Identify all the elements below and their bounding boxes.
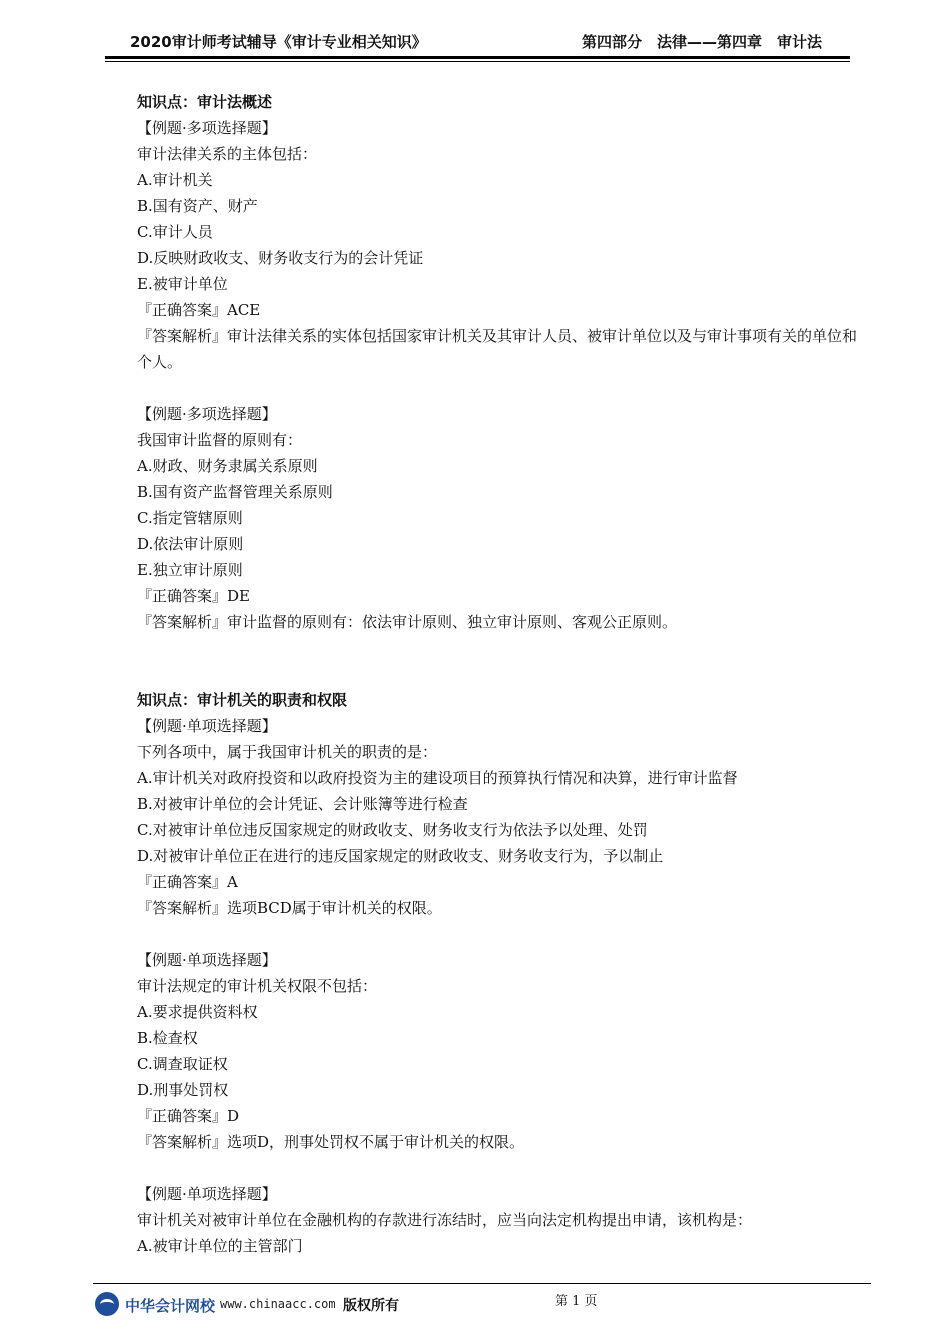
option: D.反映财政收支、财务收支行为的会计凭证: [137, 249, 424, 267]
option: D.对被审计单位正在进行的违反国家规定的财政收支、财务收支行为，予以制止: [137, 847, 664, 865]
document-body: [137, 89, 857, 1259]
question-block: [137, 1181, 857, 1259]
answer-analysis: 『答案解析』选项BCD属于审计机关的权限。: [137, 899, 442, 917]
correct-answer: 『正确答案』D: [137, 1107, 240, 1125]
section-heading: 知识点：审计机关的职责和权限: [137, 691, 348, 709]
question-stem: 审计法规定的审计机关权限不包括：: [137, 977, 378, 995]
question-type: 【例题·单项选择题】: [137, 717, 277, 735]
option: A.被审计单位的主管部门: [137, 1237, 303, 1255]
option: C.指定管辖原则: [137, 509, 243, 527]
answer-analysis: 『答案解析』审计法律关系的实体包括国家审计机关及其审计人员、被审计单位以及与审计事项有关的单位和个人。: [137, 327, 858, 371]
footer-copyright: 版权所有: [343, 1298, 399, 1314]
option: C.审计人员: [137, 223, 213, 241]
correct-answer: 『正确答案』DE: [137, 587, 250, 605]
header-rule-thin: [105, 61, 850, 62]
option: D.依法审计原则: [137, 535, 244, 553]
question-type: 【例题·单项选择题】: [137, 951, 277, 969]
question-block: [137, 947, 857, 1155]
question-stem: 我国审计监督的原则有：: [137, 431, 303, 449]
question-block: [137, 115, 857, 375]
option: A.审计机关: [137, 171, 213, 189]
option: D.刑事处罚权: [137, 1081, 229, 1099]
section-heading: 知识点：审计法概述: [137, 93, 273, 111]
question-type: 【例题·单项选择题】: [137, 1185, 277, 1203]
answer-analysis: 『答案解析』选项D，刑事处罚权不属于审计机关的权限。: [137, 1133, 525, 1151]
footer-site-url[interactable]: www.chinaacc.com: [220, 1297, 336, 1311]
answer-analysis: 『答案解析』审计监督的原则有：依法审计原则、独立审计原则、客观公正原则。: [137, 613, 678, 631]
question-stem: 审计机关对被审计单位在金融机构的存款进行冻结时，应当向法定机构提出申请，该机构是：: [137, 1211, 753, 1229]
question-block: [137, 713, 857, 921]
header-book-title: 2020审计师考试辅导《审计专业相关知识》: [130, 33, 427, 51]
option: C.对被审计单位违反国家规定的财政收支、财务收支行为依法予以处理、处罚: [137, 821, 648, 839]
correct-answer: 『正确答案』ACE: [137, 301, 261, 319]
header-rule-thick: [105, 56, 850, 59]
question-stem: 审计法律关系的主体包括：: [137, 145, 318, 163]
chinaacc-logo-icon: [95, 1292, 119, 1316]
correct-answer: 『正确答案』A: [137, 873, 238, 891]
header-chapter-title: 第四部分 法律——第四章 审计法: [581, 33, 822, 51]
option: B.对被审计单位的会计凭证、会计账簿等进行检查: [137, 795, 468, 813]
option: E.被审计单位: [137, 275, 228, 293]
option: A.要求提供资料权: [137, 1003, 258, 1021]
question-type: 【例题·多项选择题】: [137, 119, 277, 137]
page-number: 第 1 页: [555, 1294, 598, 1309]
question-stem: 下列各项中，属于我国审计机关的职责的是：: [137, 743, 438, 761]
footer-rule: [93, 1283, 871, 1284]
option: B.国有资产、财产: [137, 197, 258, 215]
option: B.国有资产监督管理关系原则: [137, 483, 333, 501]
option: A.财政、财务隶属关系原则: [137, 457, 318, 475]
question-type: 【例题·多项选择题】: [137, 405, 277, 423]
footer-brand: 中华会计网校: [125, 1297, 216, 1315]
option: A.审计机关对政府投资和以政府投资为主的建设项目的预算执行情况和决算，进行审计监督: [137, 769, 738, 787]
option: C.调查取证权: [137, 1055, 228, 1073]
option: E.独立审计原则: [137, 561, 243, 579]
question-block: [137, 401, 857, 635]
option: B.检查权: [137, 1029, 198, 1047]
